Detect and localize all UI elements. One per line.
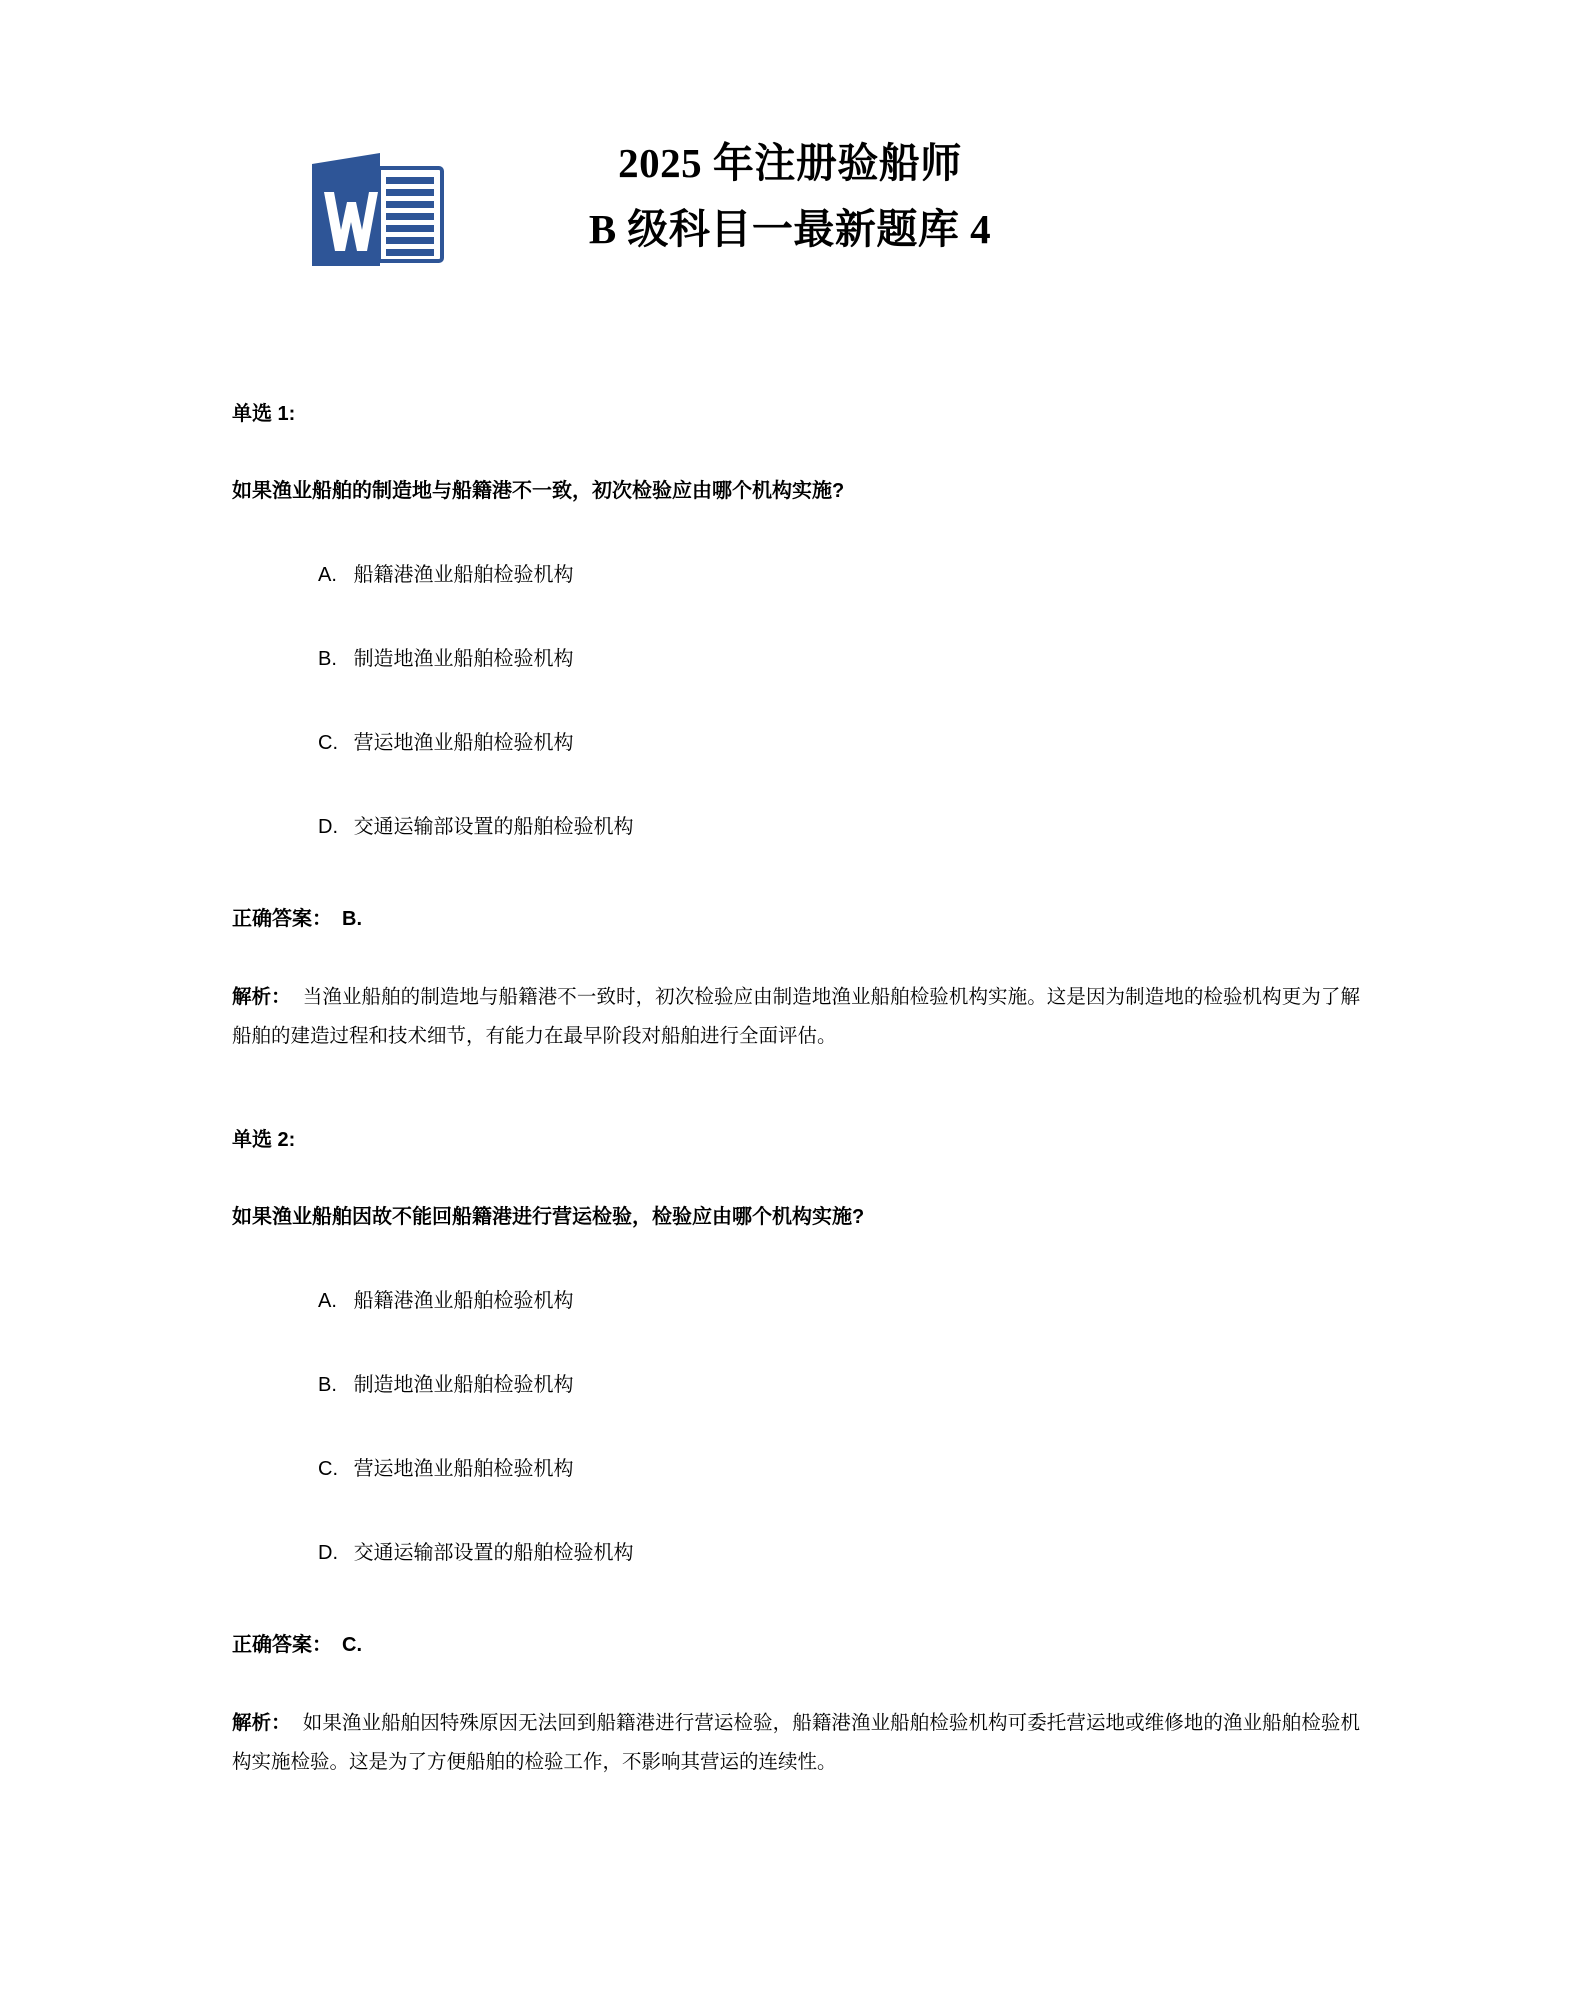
title-line-1: 2025 年注册验船师 xyxy=(618,140,962,186)
option-key: B. xyxy=(318,1374,337,1396)
answer-label: 正确答案： xyxy=(232,908,332,930)
option-item[interactable] xyxy=(318,1454,1587,1484)
question-stem: 如果渔业船舶因故不能回船籍港进行营运检验，检验应由哪个机构实施? xyxy=(232,1206,865,1228)
option-item[interactable] xyxy=(318,560,1587,590)
option-item[interactable] xyxy=(318,728,1587,758)
question-label: 单选 1: xyxy=(232,403,296,425)
word-document-icon xyxy=(308,148,446,266)
answer-value: B. xyxy=(342,908,362,930)
option-item[interactable] xyxy=(318,644,1587,674)
explanation-text: 当渔业船舶的制造地与船籍港不一致时，初次检验应由制造地渔业船舶检验机构实施。这是因为制造地的检验机构更为了解船舶的建造过程和技术细节，有能力在最早阶段对船舶进行全面评估。 xyxy=(232,986,1360,1047)
option-list xyxy=(0,1286,1587,1568)
option-text: 制造地渔业船舶检验机构 xyxy=(353,1374,574,1396)
explanation-label: 解析： xyxy=(232,986,291,1008)
title-line-2: B 级科目一最新题库 4 xyxy=(588,206,992,253)
option-key: D. xyxy=(318,1542,338,1564)
option-item[interactable] xyxy=(318,1286,1587,1316)
option-key: C. xyxy=(318,1458,338,1480)
option-key: C. xyxy=(318,732,338,754)
document-header xyxy=(0,130,1587,280)
question-block xyxy=(0,400,1587,1056)
option-list xyxy=(0,560,1587,842)
document-body xyxy=(0,400,1587,1782)
option-key: D. xyxy=(318,816,338,838)
option-item[interactable] xyxy=(318,1370,1587,1400)
answer-label: 正确答案： xyxy=(232,1634,332,1656)
answer-value: C. xyxy=(342,1634,362,1656)
option-text: 营运地渔业船舶检验机构 xyxy=(353,732,574,754)
option-text: 营运地渔业船舶检验机构 xyxy=(353,1458,574,1480)
option-key: A. xyxy=(318,1290,337,1312)
option-text: 船籍港渔业船舶检验机构 xyxy=(353,1290,574,1312)
option-text: 船籍港渔业船舶检验机构 xyxy=(353,564,574,586)
option-text: 交通运输部设置的船舶检验机构 xyxy=(353,816,634,838)
option-text: 制造地渔业船舶检验机构 xyxy=(353,648,574,670)
option-item[interactable] xyxy=(318,812,1587,842)
question-stem: 如果渔业船舶的制造地与船籍港不一致，初次检验应由哪个机构实施? xyxy=(232,480,845,502)
explanation xyxy=(232,978,1360,1056)
explanation-text: 如果渔业船舶因特殊原因无法回到船籍港进行营运检验，船籍港渔业船舶检验机构可委托营运地或维修地的渔业船舶检验机构实施检验。这是为了方便船舶的检验工作，不影响其营运的连续性。 xyxy=(232,1712,1360,1773)
question-label: 单选 2: xyxy=(232,1129,296,1151)
explanation xyxy=(232,1704,1360,1782)
option-text: 交通运输部设置的船舶检验机构 xyxy=(353,1542,634,1564)
document-title xyxy=(470,130,1110,263)
correct-answer xyxy=(232,1630,1587,1660)
question-block xyxy=(0,1126,1587,1782)
option-item[interactable] xyxy=(318,1538,1587,1568)
explanation-label: 解析： xyxy=(232,1712,291,1734)
correct-answer xyxy=(232,904,1587,934)
option-key: B. xyxy=(318,648,337,670)
option-key: A. xyxy=(318,564,337,586)
